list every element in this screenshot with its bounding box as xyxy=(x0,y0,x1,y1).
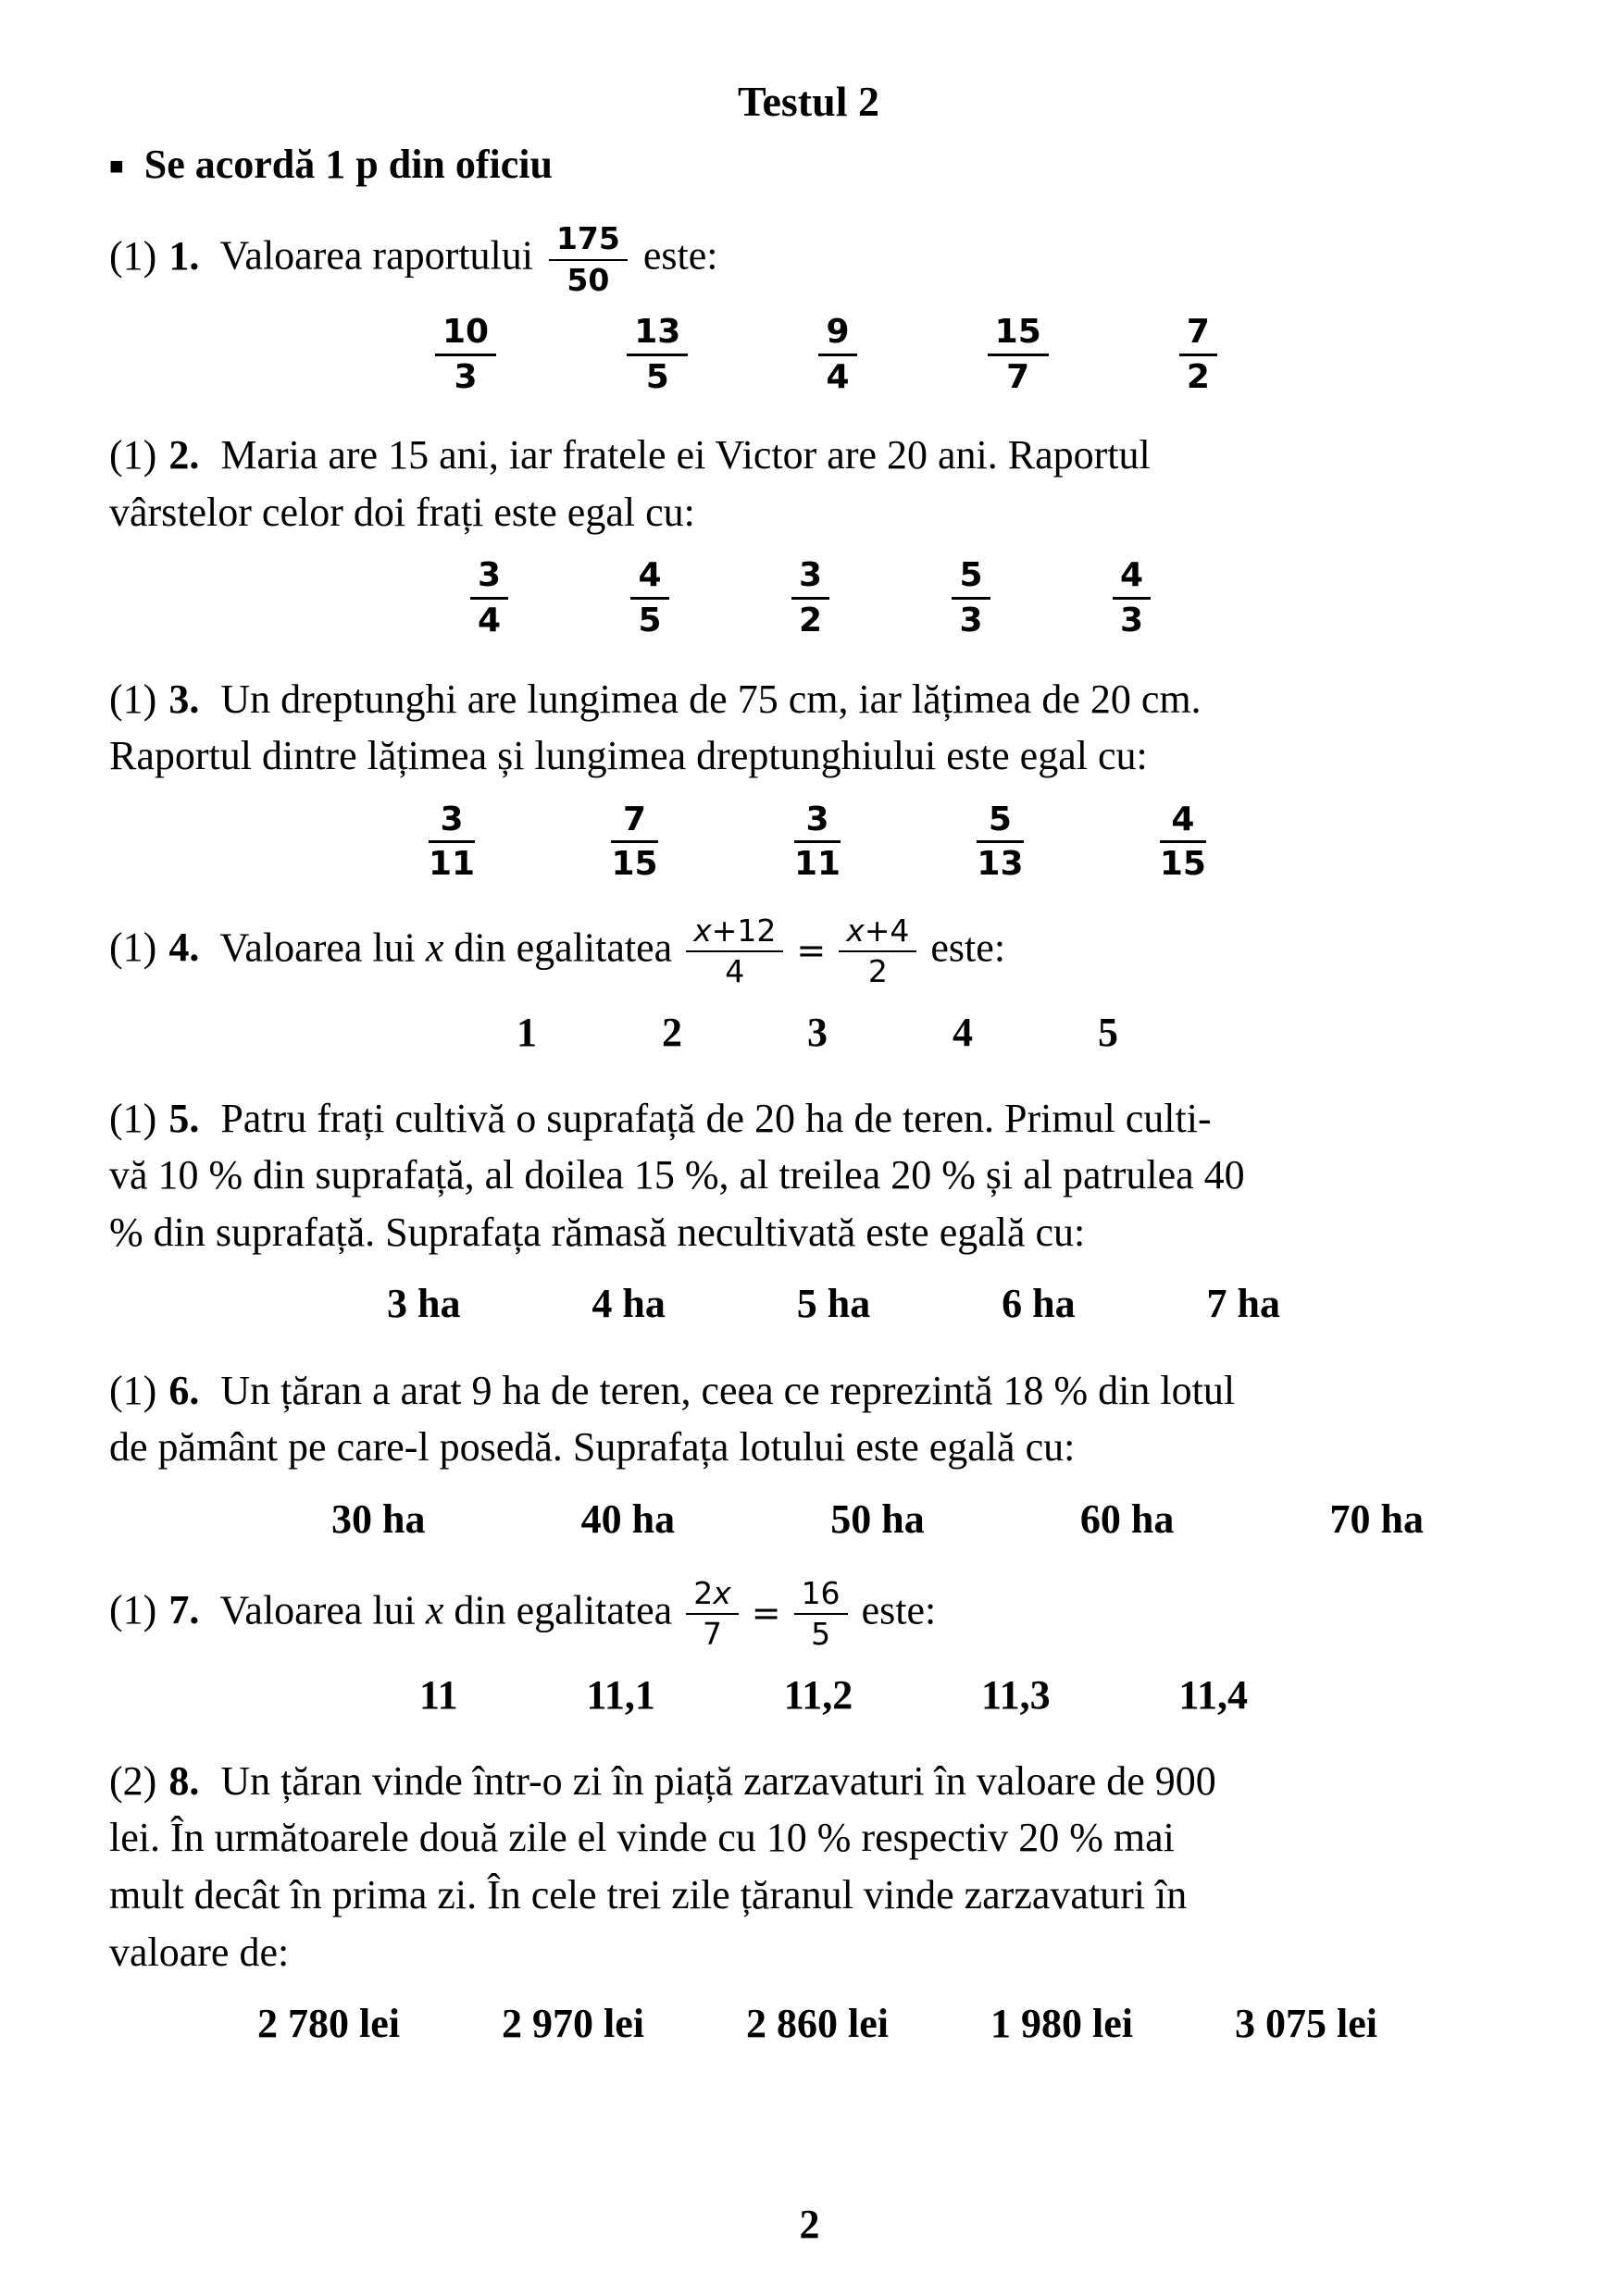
question-line: mult decât în prima zi. În cele trei zile țăranul vinde zarzavaturi în xyxy=(109,1872,1188,1917)
equation-fraction-left xyxy=(686,1577,739,1652)
fraction-numerator xyxy=(686,1577,739,1615)
fraction-denominator: 4 xyxy=(478,601,502,639)
answer-option: 4 ha xyxy=(592,1281,666,1327)
numerator-rest: +12 xyxy=(711,912,777,949)
inline-fraction xyxy=(549,222,628,297)
answer-option: 3 xyxy=(807,1009,828,1055)
question-1-answers xyxy=(435,314,1217,395)
question-4-text xyxy=(109,914,1508,989)
fraction-denominator: 4 xyxy=(725,953,745,990)
fraction-numerator: 3 xyxy=(429,801,475,844)
equation xyxy=(686,914,916,989)
fraction-denominator: 3 xyxy=(1119,601,1143,639)
question-1 xyxy=(109,222,1508,395)
answer-option xyxy=(470,557,508,639)
fraction-denominator: 3 xyxy=(959,601,983,639)
question-5 xyxy=(109,1090,1508,1331)
question-line xyxy=(109,1362,1508,1420)
fraction-numerator: 3 xyxy=(470,557,508,600)
answer-option xyxy=(952,557,990,639)
notice-text: Se acordă 1 p din oficiu xyxy=(143,142,553,188)
question-2-answers xyxy=(470,557,1151,639)
answer-option xyxy=(630,557,668,639)
question-line xyxy=(109,671,1508,728)
fraction-denominator: 13 xyxy=(977,845,1024,884)
question-points: (1) xyxy=(109,232,157,279)
fraction-numerator: 4 xyxy=(1160,801,1206,844)
variable-x: x xyxy=(425,925,444,971)
fraction-numerator: 5 xyxy=(952,557,990,600)
question-5-text xyxy=(109,1090,1508,1261)
answer-option: 50 ha xyxy=(830,1496,925,1542)
equation-fraction-left xyxy=(686,914,783,989)
question-body: Maria are 15 ani, iar fratele ei Victor are 20 ani. Raportul xyxy=(220,432,1151,478)
fraction-numerator: 5 xyxy=(977,801,1023,844)
question-4 xyxy=(109,914,1508,1059)
answer-option xyxy=(429,801,475,883)
answer-option: 11,1 xyxy=(586,1671,655,1718)
question-number: 1. xyxy=(168,232,200,279)
fraction-numerator: 3 xyxy=(791,557,829,600)
answer-option xyxy=(818,314,856,395)
question-body: Valoarea lui xyxy=(219,1587,416,1633)
fraction-numerator xyxy=(839,914,916,952)
fraction-numerator: 4 xyxy=(1113,557,1151,600)
fraction-numerator: 15 xyxy=(988,314,1049,356)
question-body: Un țăran a arat 9 ha de teren, ceea ce reprezintă 18 % din lotul xyxy=(220,1367,1236,1413)
fraction-numerator: 3 xyxy=(794,801,841,844)
equals-sign: = xyxy=(751,1593,781,1634)
question-body: Valoarea lui xyxy=(219,925,416,971)
question-3 xyxy=(109,671,1508,883)
question-points: (1) xyxy=(109,1587,157,1633)
fraction-numerator: 16 xyxy=(794,1577,848,1615)
question-line: valoare de: xyxy=(109,1929,290,1975)
question-body: Valoarea raportului xyxy=(219,232,533,279)
page-number: 2 xyxy=(799,2202,820,2247)
question-body: Un țăran vinde într-o zi în piață zarzavaturi în valoare de 900 xyxy=(220,1757,1216,1804)
answer-option: 11,3 xyxy=(981,1671,1051,1718)
answer-option: 3 ha xyxy=(387,1281,461,1327)
answer-option: 7 ha xyxy=(1206,1281,1280,1327)
equals-sign: = xyxy=(796,930,827,972)
question-points: (2) xyxy=(109,1757,157,1804)
question-number: 5. xyxy=(168,1095,200,1141)
question-number: 4. xyxy=(168,925,200,971)
answer-option xyxy=(611,801,657,883)
question-line xyxy=(109,427,1508,484)
coefficient: 2 xyxy=(693,1575,714,1612)
page-title: Testul 2 xyxy=(738,78,879,125)
fraction-numerator: 7 xyxy=(1179,314,1217,356)
answer-option: 40 ha xyxy=(580,1496,676,1542)
question-6 xyxy=(109,1362,1508,1545)
fraction-denominator: 2 xyxy=(867,953,888,990)
question-7 xyxy=(109,1577,1508,1721)
question-line: lei. În următoarele două zile el vinde cu 10 % respectiv 20 % mai xyxy=(109,1815,1175,1861)
fraction-denominator: 15 xyxy=(1159,845,1206,884)
fraction-denominator: 15 xyxy=(611,845,658,884)
fraction-denominator: 11 xyxy=(429,845,476,884)
question-8-text xyxy=(109,1753,1508,1980)
answer-option: 70 ha xyxy=(1329,1496,1424,1542)
fraction-denominator: 2 xyxy=(1186,357,1210,396)
fraction-numerator xyxy=(686,914,783,952)
answer-option: 11,2 xyxy=(783,1671,853,1718)
question-body: Patru frați cultivă o suprafață de 20 ha de teren. Primul culti- xyxy=(220,1095,1212,1141)
question-body: din egalitatea xyxy=(454,1587,673,1633)
fraction-denominator: 50 xyxy=(567,261,610,298)
question-2-text xyxy=(109,427,1508,540)
answer-option: 2 970 lei xyxy=(502,2001,644,2047)
answer-option xyxy=(435,314,496,395)
answer-option: 1 980 lei xyxy=(990,2001,1133,2047)
fraction-denominator: 5 xyxy=(645,357,669,396)
fraction-denominator: 7 xyxy=(1006,357,1030,396)
question-body: din egalitatea xyxy=(454,925,673,971)
question-body: este: xyxy=(861,1587,937,1633)
answer-option: 2 780 lei xyxy=(257,2001,400,2047)
variable-x: x xyxy=(425,1587,444,1633)
question-3-answers xyxy=(429,801,1206,883)
answer-option: 30 ha xyxy=(331,1496,426,1542)
answer-option xyxy=(988,314,1049,395)
fraction-numerator: 9 xyxy=(818,314,856,356)
answer-option xyxy=(977,801,1023,883)
question-5-answers xyxy=(387,1277,1280,1330)
question-line xyxy=(109,1753,1508,1810)
fraction-numerator: 175 xyxy=(549,222,628,260)
answer-option: 6 ha xyxy=(1002,1281,1076,1327)
fraction-numerator: 4 xyxy=(630,557,668,600)
question-4-answers xyxy=(517,1006,1118,1059)
variable-x: x xyxy=(846,912,865,949)
answer-option: 1 xyxy=(517,1009,537,1055)
question-8-answers xyxy=(257,1997,1377,2050)
answer-option: 2 860 lei xyxy=(746,2001,889,2047)
question-number: 8. xyxy=(168,1757,200,1804)
bullet-square-icon: ■ xyxy=(109,152,124,180)
question-body: este: xyxy=(642,232,718,279)
answer-option: 2 xyxy=(662,1009,682,1055)
question-7-answers xyxy=(419,1669,1248,1721)
question-number: 7. xyxy=(168,1587,200,1633)
question-line: vârstelor celor doi frați este egal cu: xyxy=(109,489,695,535)
answer-option xyxy=(627,314,688,395)
answer-option: 4 xyxy=(953,1009,973,1055)
question-3-text xyxy=(109,671,1508,785)
equation-fraction-right xyxy=(794,1577,848,1652)
question-line: Raportul dintre lățimea și lungimea dreptunghiului este egal cu: xyxy=(109,733,1148,779)
fraction-denominator: 3 xyxy=(454,357,478,396)
answer-option xyxy=(791,557,829,639)
question-1-text xyxy=(109,222,1508,297)
question-6-answers xyxy=(331,1493,1424,1545)
fraction-denominator: 2 xyxy=(798,601,823,639)
variable-x: x xyxy=(713,1575,731,1612)
fraction-denominator: 4 xyxy=(826,357,850,396)
question-body: este: xyxy=(930,925,1006,971)
fraction-numerator: 7 xyxy=(611,801,657,844)
notice-line xyxy=(109,138,1508,191)
answer-option xyxy=(1160,801,1206,883)
answer-option: 5 xyxy=(1098,1009,1118,1055)
answer-option xyxy=(1179,314,1217,395)
question-points: (1) xyxy=(109,1367,157,1413)
fraction-denominator: 5 xyxy=(638,601,662,639)
equation xyxy=(686,1577,847,1652)
answer-option: 3 075 lei xyxy=(1235,2001,1377,2047)
question-points: (1) xyxy=(109,432,157,478)
question-points: (1) xyxy=(109,925,157,971)
question-points: (1) xyxy=(109,676,157,722)
question-number: 3. xyxy=(168,676,200,722)
fraction-denominator: 5 xyxy=(811,1616,831,1653)
fraction-numerator: 10 xyxy=(435,314,496,356)
question-line: de pământ pe care-l posedă. Suprafața lotului este egală cu: xyxy=(109,1424,1076,1471)
answer-option: 60 ha xyxy=(1079,1496,1175,1542)
question-line: % din suprafață. Suprafața rămasă necultivată este egală cu: xyxy=(109,1209,1086,1255)
answer-option: 5 ha xyxy=(796,1281,871,1327)
question-2 xyxy=(109,427,1508,639)
question-line: vă 10 % din suprafață, al doilea 15 %, al treilea 20 % și al patrulea 40 xyxy=(109,1152,1245,1198)
answer-option xyxy=(1113,557,1151,639)
question-7-text xyxy=(109,1577,1508,1652)
question-8 xyxy=(109,1753,1508,2051)
question-line xyxy=(109,1090,1508,1148)
fraction-denominator: 7 xyxy=(702,1616,722,1653)
fraction-numerator: 13 xyxy=(627,314,688,356)
question-number: 2. xyxy=(168,432,200,478)
variable-x: x xyxy=(693,912,712,949)
answer-option xyxy=(794,801,841,883)
numerator-rest: +4 xyxy=(864,912,910,949)
equation-fraction-right xyxy=(839,914,916,989)
question-body: Un dreptunghi are lungimea de 75 cm, iar lățimea de 20 cm. xyxy=(220,676,1202,722)
question-6-text xyxy=(109,1362,1508,1476)
answer-option: 11 xyxy=(419,1671,458,1718)
question-points: (1) xyxy=(109,1095,157,1141)
answer-option: 11,4 xyxy=(1178,1671,1248,1718)
question-number: 6. xyxy=(168,1367,200,1413)
fraction-denominator: 11 xyxy=(793,845,841,884)
